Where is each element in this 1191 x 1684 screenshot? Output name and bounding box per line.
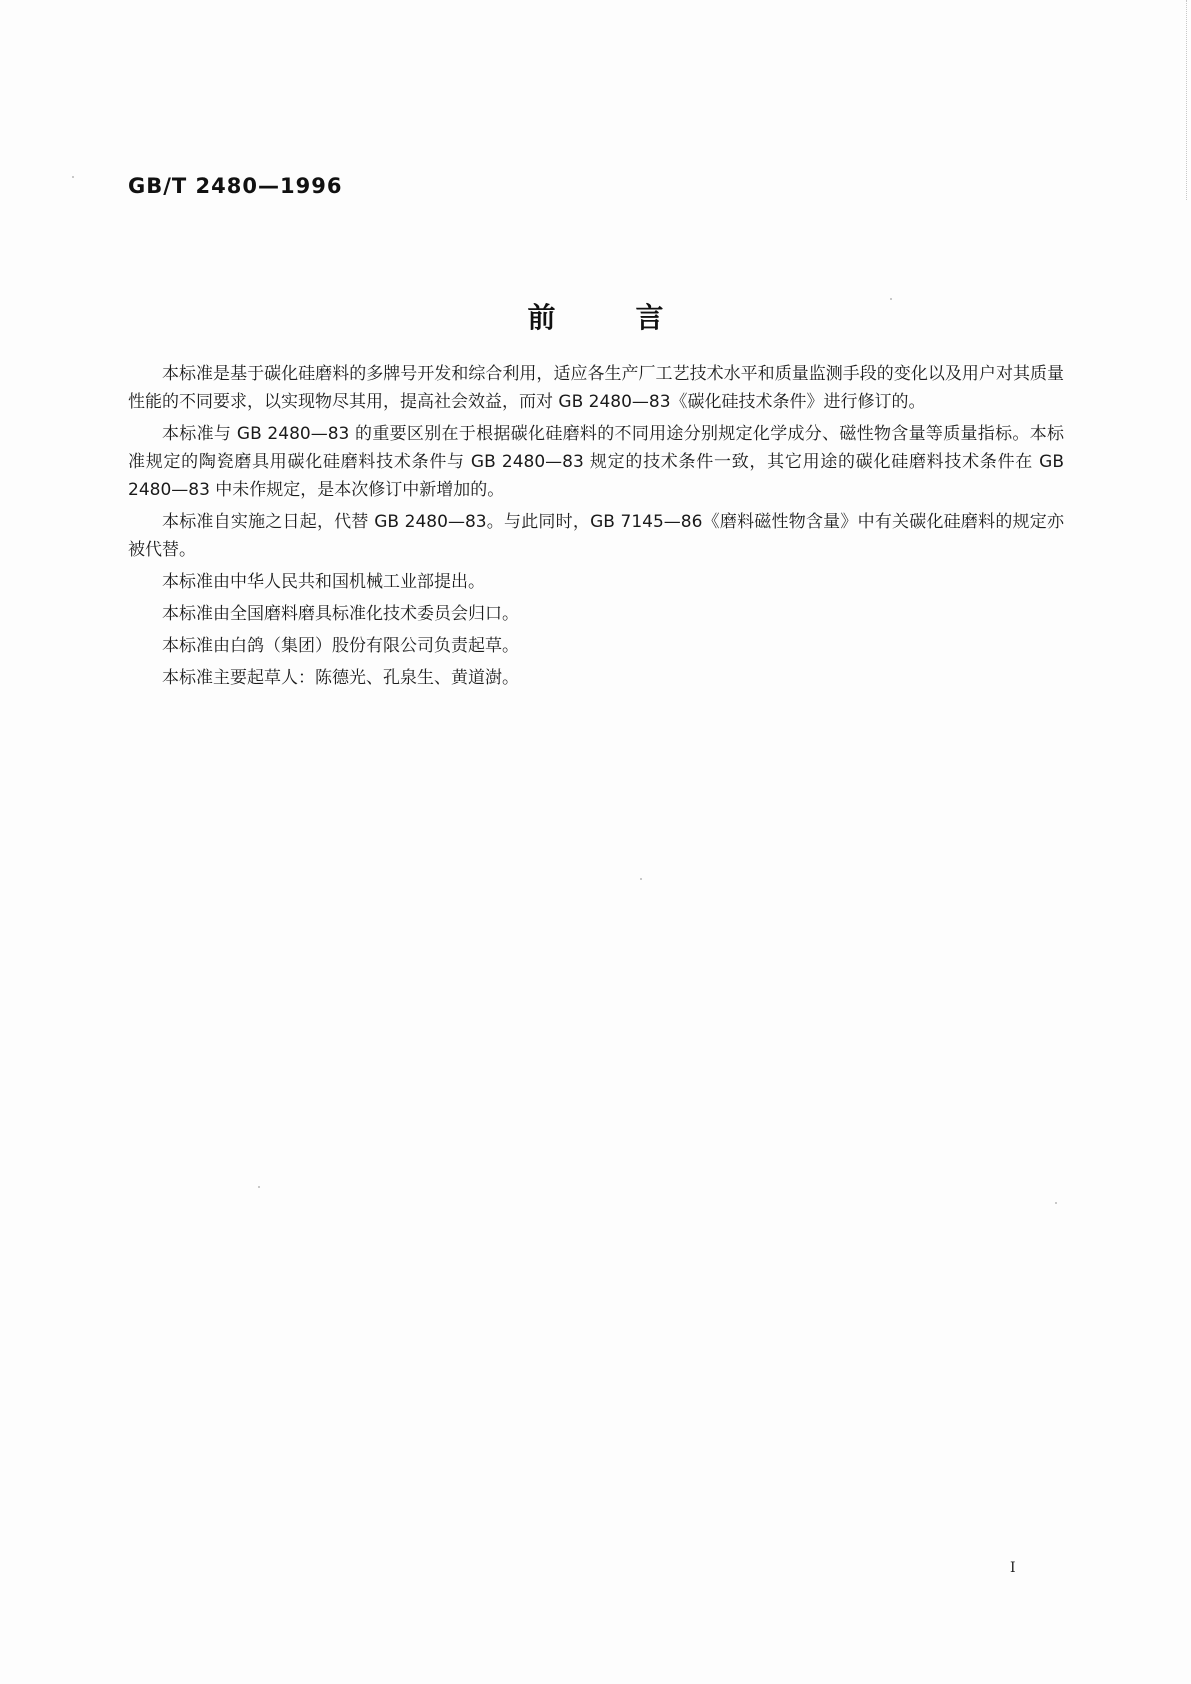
paragraph-replacement: 本标准自实施之日起，代替 GB 2480—83。与此同时，GB 7145—86《磨料磁性物含量》中有关碳化硅磨料的规定亦被代替。 [128, 512, 1064, 560]
foreword-body [128, 360, 1064, 696]
page-title: 前言 [527, 301, 744, 334]
paragraph-purpose: 本标准是基于碳化硅磨料的多牌号开发和综合利用，适应各生产厂工艺技术水平和质量监测手段的变化以及用户对其质量性能的不同要求，以实现物尽其用，提高社会效益，而对 GB 2480—83《碳化硅技术条件》进行修订的。 [128, 364, 1064, 412]
paragraph-centralized: 本标准由全国磨料磨具标准化技术委员会归口。 [162, 604, 519, 624]
scan-speck [640, 878, 642, 880]
page-number: I [1010, 1560, 1016, 1576]
scan-speck [1055, 1202, 1057, 1204]
paragraph-authors: 本标准主要起草人：陈德光、孔泉生、黄道澍。 [162, 668, 519, 688]
standard-code: GB/T 2480—1996 [128, 174, 343, 198]
scan-speck [72, 176, 74, 178]
paragraph-differences: 本标准与 GB 2480—83 的重要区别在于根据碳化硅磨料的不同用途分别规定化学成分、磁性物含量等质量指标。本标准规定的陶瓷磨具用碳化硅磨料技术条件与 GB 2480—83 规定的技术条件一致，其它用途的碳化硅磨料技术条件在 GB 2480—83 中未作规定，是本次修订中新增加的。 [128, 424, 1064, 500]
scan-edge-artifact [1185, 0, 1187, 200]
paragraph-proposer: 本标准由中华人民共和国机械工业部提出。 [162, 572, 485, 592]
scan-speck [258, 1186, 260, 1188]
paragraph-drafter: 本标准由白鸽（集团）股份有限公司负责起草。 [162, 636, 519, 656]
